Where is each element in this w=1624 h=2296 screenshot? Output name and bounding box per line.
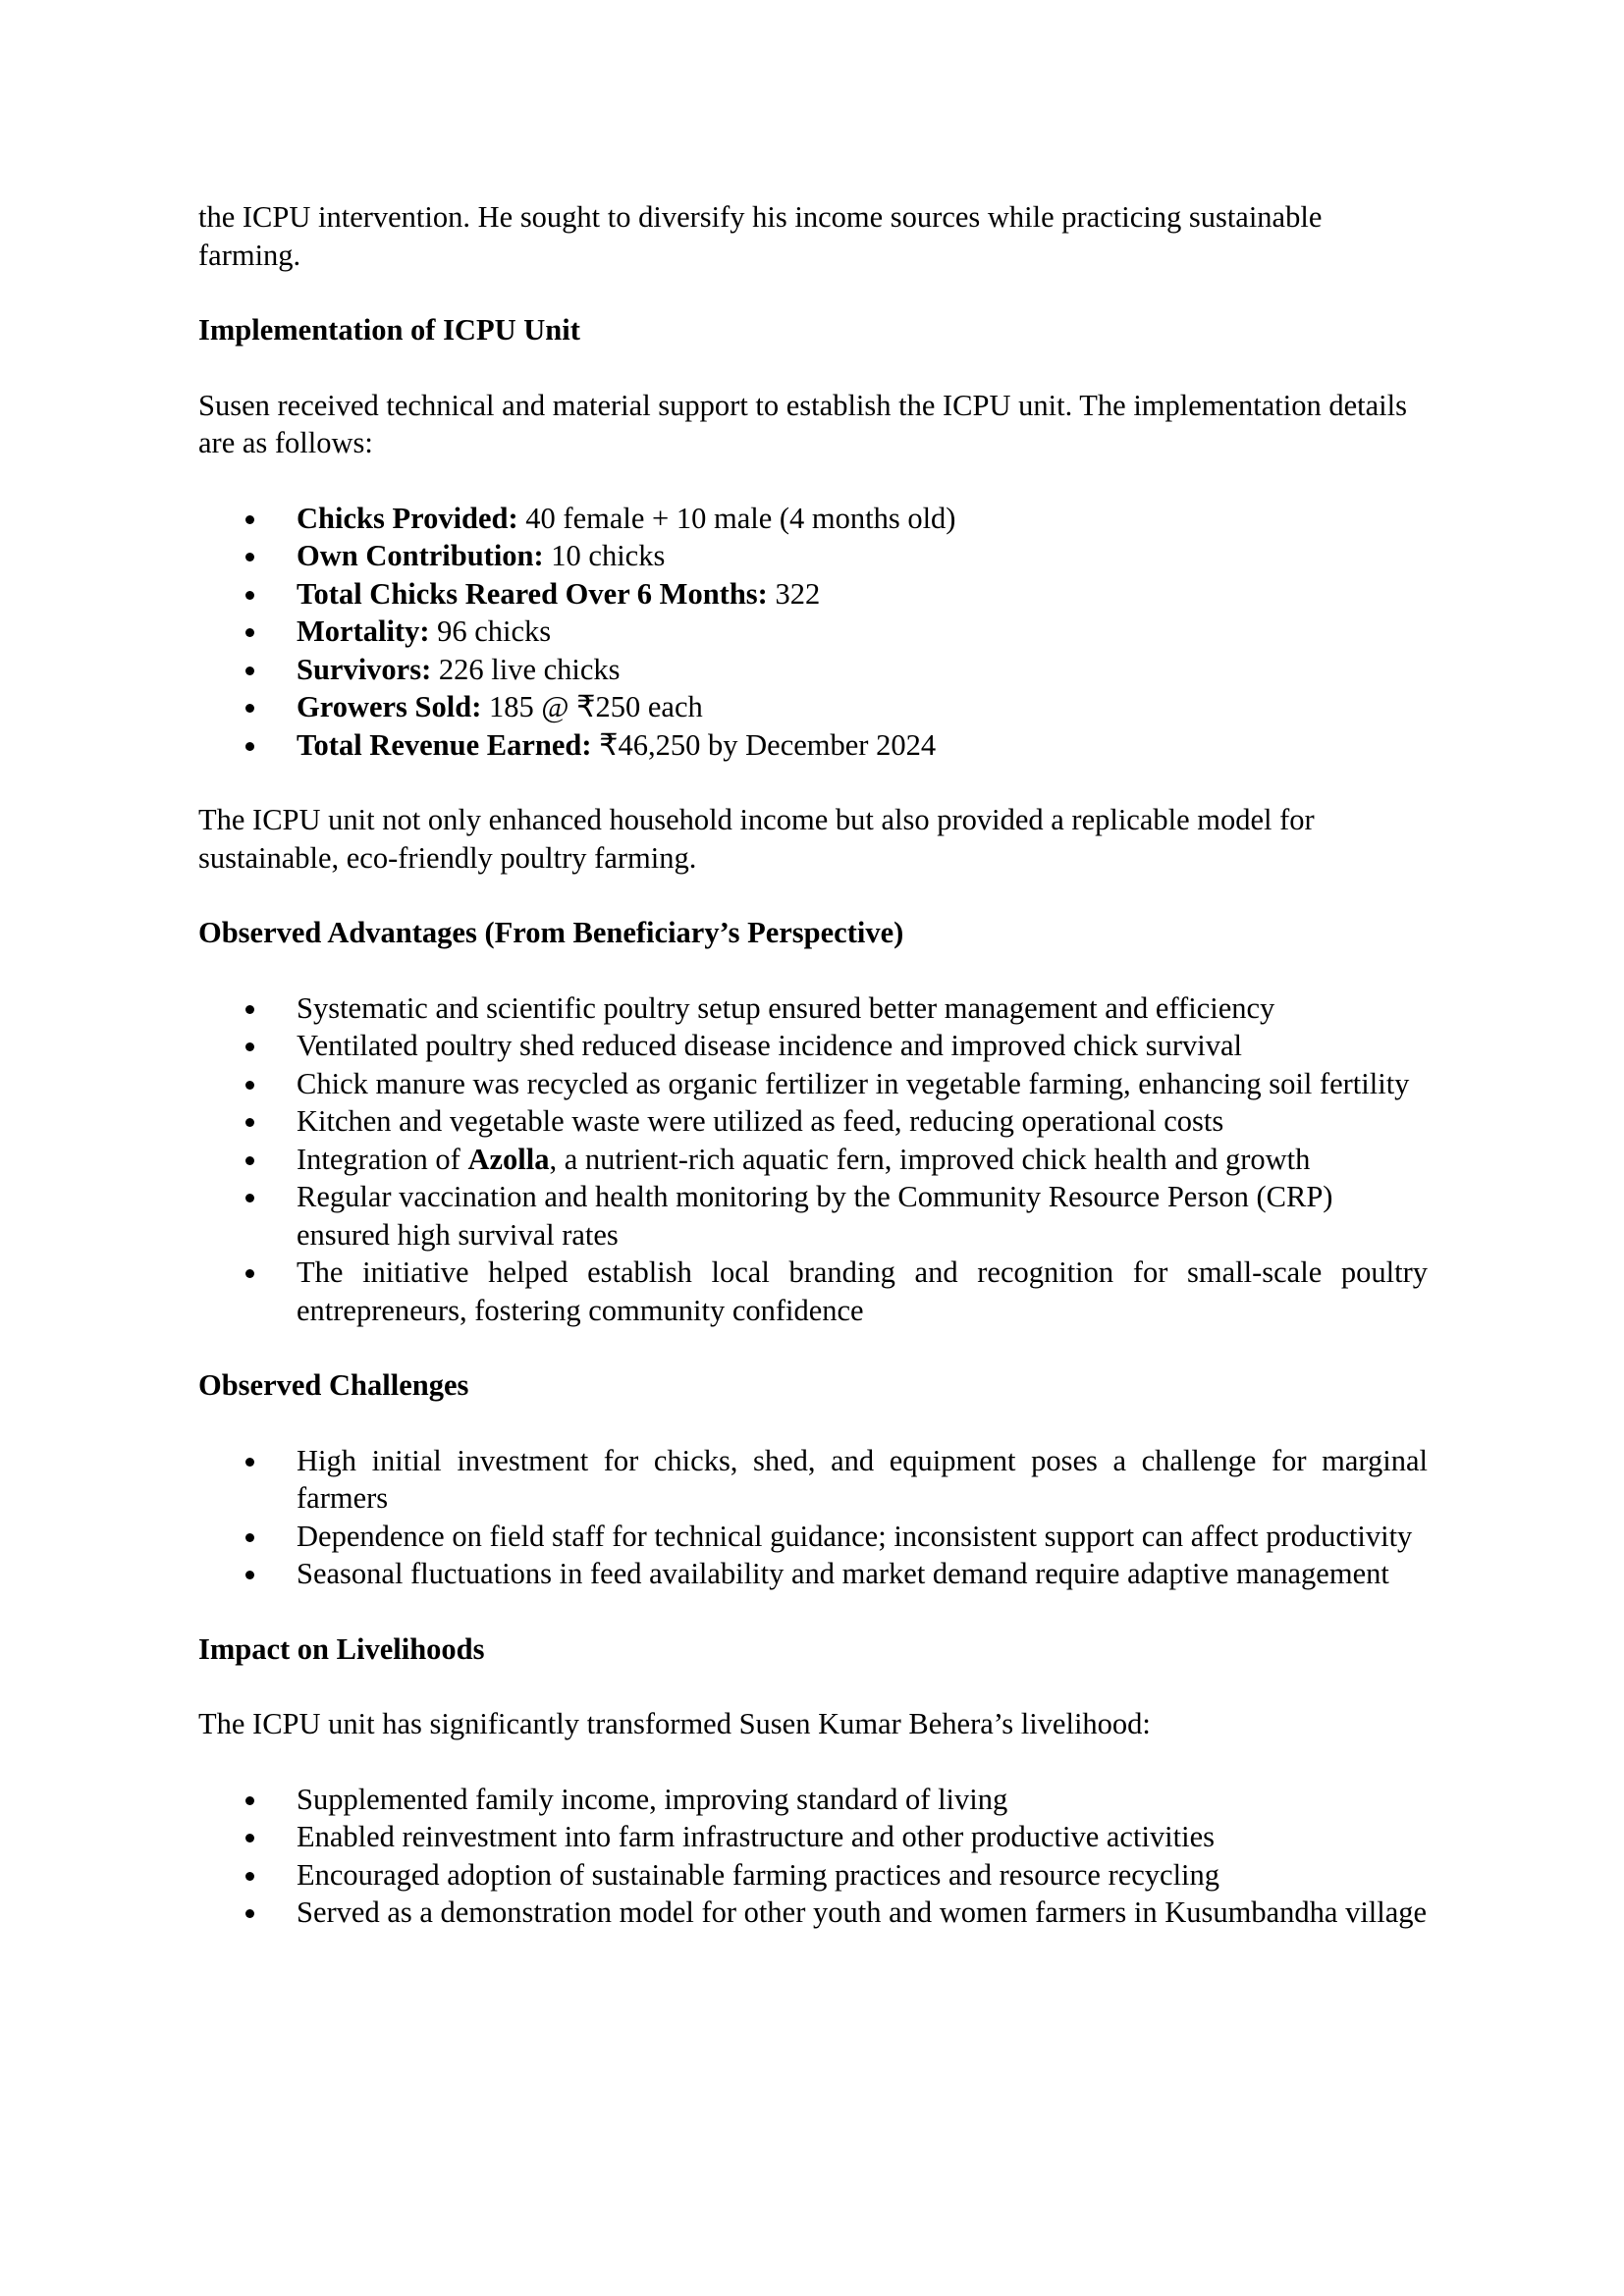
item-label: Total Revenue Earned:: [297, 727, 592, 762]
item-label: Own Contribution:: [297, 539, 544, 572]
item-label: Chicks Provided:: [297, 501, 518, 535]
list-item: [198, 500, 1428, 538]
list-item: [198, 537, 1428, 575]
list-item: Ventilated poultry shed reduced disease incidence and improved chick survival: [297, 1029, 1242, 1062]
list-item: [198, 613, 1428, 651]
list-item: Integration of Azolla, a nutrient-rich aquatic fern, improved chick health and growth: [297, 1142, 1311, 1176]
list-item: Dependence on field staff for technical guidance; inconsistent support can affect productivity: [297, 1519, 1413, 1553]
implementation-heading: Implementation of ICPU Unit: [198, 313, 580, 347]
item-value: ₹46,250 by December 2024: [591, 727, 937, 762]
item-label: Mortality:: [297, 614, 430, 648]
implementation-summary: The ICPU unit not only enhanced household income but also provided a replicable model for sustainable, eco-friendly poultry farming.: [198, 803, 1315, 875]
list-item: Encouraged adoption of sustainable farming practices and resource recycling: [297, 1857, 1220, 1892]
challenges-list: [198, 1442, 1428, 1593]
item-value: 96 chicks: [429, 614, 552, 648]
item-value: 322: [767, 576, 821, 611]
item-label: Total Chicks Reared Over 6 Months:: [297, 576, 768, 611]
list-item: Enabled reinvestment into farm infrastructure and other productive activities: [297, 1820, 1216, 1853]
list-item: The initiative helped establish local branding and recognition for small-scale poultry entrepreneurs, fostering community confidence: [297, 1255, 1428, 1327]
advantages-heading: Observed Advantages (From Beneficiary’s Perspective): [198, 916, 904, 949]
impact-list: [198, 1781, 1428, 1932]
implementation-intro: Susen received technical and material support to establish the ICPU unit. The implementation details are as follows:: [198, 388, 1407, 459]
intro-continuation: the ICPU intervention. He sought to diversify his income sources while practicing sustainable farming.: [198, 200, 1323, 272]
list-item: [198, 651, 1428, 689]
item-label: Survivors:: [297, 652, 432, 686]
implementation-details-list: [198, 500, 1428, 765]
item-label: Growers Sold:: [297, 690, 482, 723]
advantages-list: [198, 989, 1428, 1330]
list-item: [198, 575, 1428, 614]
item-value: 40 female + 10 male (4 months old): [517, 501, 956, 535]
list-item: Regular vaccination and health monitoring by the Community Resource Person (CRP) ensured high survival rates: [297, 1180, 1333, 1252]
list-item: Seasonal fluctuations in feed availability and market demand require adaptive management: [297, 1557, 1389, 1590]
item-value: 185 @ ₹250 each: [481, 690, 703, 723]
list-item: [198, 726, 1428, 765]
impact-heading: Impact on Livelihoods: [198, 1631, 485, 1666]
list-item: Systematic and scientific poultry setup ensured better management and efficiency: [297, 990, 1275, 1025]
impact-intro: The ICPU unit has significantly transformed Susen Kumar Behera’s livelihood:: [198, 1707, 1151, 1740]
item-value: 226 live chicks: [431, 652, 621, 686]
list-item: High initial investment for chicks, shed, and equipment poses a challenge for marginal farmers: [297, 1443, 1428, 1515]
list-item: Chick manure was recycled as organic fertilizer in vegetable farming, enhancing soil fertility: [297, 1066, 1410, 1100]
list-item: Served as a demonstration model for other youth and women farmers in Kusumbandha village: [297, 1896, 1428, 1929]
document-page: [198, 198, 1428, 1969]
list-item: Supplemented family income, improving standard of living: [297, 1782, 1008, 1816]
challenges-heading: Observed Challenges: [198, 1368, 469, 1402]
item-value: 10 chicks: [543, 539, 666, 572]
list-item: [198, 688, 1428, 726]
azolla-term: Azolla: [467, 1142, 550, 1176]
list-item: Kitchen and vegetable waste were utilized as feed, reducing operational costs: [297, 1104, 1224, 1138]
